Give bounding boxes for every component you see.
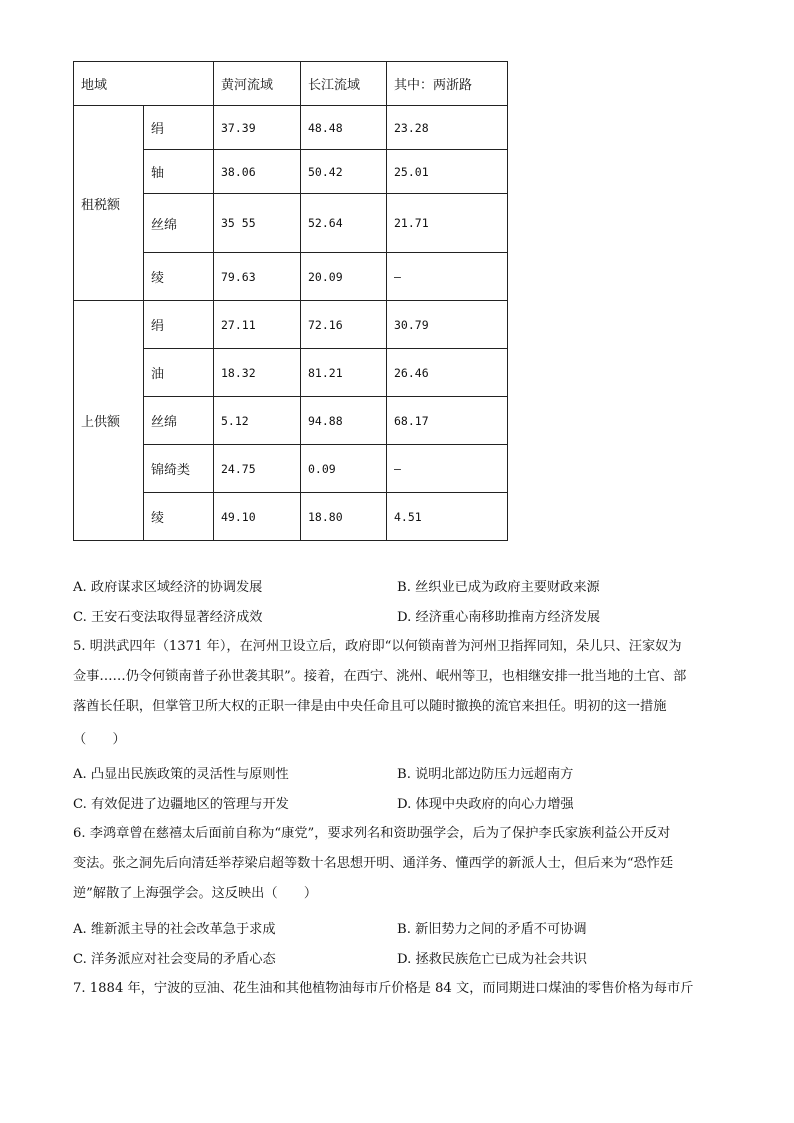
row-item: 绢 — [144, 301, 214, 349]
cell-yellow: 38.06 — [214, 150, 301, 194]
cell-yellow: 27.11 — [214, 301, 301, 349]
table-header-row — [74, 62, 508, 106]
cell-yellow: 35 55 — [214, 194, 301, 253]
table-row — [74, 301, 508, 349]
q5-line-4: （ ） — [73, 732, 126, 747]
cell-yangtze: 50.42 — [301, 150, 387, 194]
q5-option-b: B. 说明北部边防压力远超南方 — [397, 767, 574, 782]
q5-option-c: C. 有效促进了边疆地区的管理与开发 — [73, 797, 289, 812]
row-item: 丝绵 — [144, 397, 214, 445]
q6-option-c: C. 洋务派应对社会变局的矛盾心态 — [73, 952, 276, 967]
cell-yellow: 79.63 — [214, 253, 301, 301]
cell-yangtze: 94.88 — [301, 397, 387, 445]
q5-option-a: A. 凸显出民族政策的灵活性与原则性 — [73, 767, 289, 782]
row-item: 绢 — [144, 106, 214, 150]
header-yellow-river: 黄河流域 — [214, 62, 301, 106]
cell-liangzhe: 23.28 — [387, 106, 508, 150]
row-item: 丝绵 — [144, 194, 214, 253]
cell-yangtze: 20.09 — [301, 253, 387, 301]
cell-yangtze: 0.09 — [301, 445, 387, 493]
q5-option-d: D. 体现中央政府的向心力增强 — [397, 797, 574, 812]
cell-yangtze: 81.21 — [301, 349, 387, 397]
cell-yellow: 18.32 — [214, 349, 301, 397]
header-region: 地域 — [74, 62, 214, 106]
cell-liangzhe: 26.46 — [387, 349, 508, 397]
cell-yellow: 24.75 — [214, 445, 301, 493]
q4-option-b: B. 丝织业已成为政府主要财政来源 — [397, 580, 600, 595]
q5-line-2: 佥事……仍令何锁南普子孙世袭其职”。接着，在西宁、洮州、岷州等卫，也相继安排一批当地的土官、部 — [73, 669, 687, 684]
q4-option-c: C. 王安石变法取得显著经济成效 — [73, 610, 263, 625]
header-yangtze: 长江流域 — [301, 62, 387, 106]
cell-liangzhe: 68.17 — [387, 397, 508, 445]
row-item: 轴 — [144, 150, 214, 194]
q4-option-a: A. 政府谋求区域经济的协调发展 — [73, 580, 263, 595]
q6-line-1: 6. 李鸿章曾在慈禧太后面前自称为“康党”，要求列名和资助强学会，后为了保护李氏家族利益公开反对 — [73, 826, 671, 841]
cell-yangtze: 52.64 — [301, 194, 387, 253]
q5-line-1: 5. 明洪武四年（1371 年），在河州卫设立后，政府即“以何锁南普为河州卫指挥同知，朵儿只、汪家奴为 — [73, 639, 682, 654]
cell-yellow: 49.10 — [214, 493, 301, 541]
group-label-tax: 租税额 — [74, 106, 144, 301]
q6-line-3: 逆”解散了上海强学会。这反映出（ ） — [73, 886, 318, 901]
q6-option-d: D. 拯救民族危亡已成为社会共识 — [397, 952, 587, 967]
row-item: 锦绮类 — [144, 445, 214, 493]
cell-yellow: 37.39 — [214, 106, 301, 150]
cell-liangzhe: 4.51 — [387, 493, 508, 541]
group-label-tribute: 上供额 — [74, 301, 144, 541]
cell-yellow: 5.12 — [214, 397, 301, 445]
cell-liangzhe: 25.01 — [387, 150, 508, 194]
cell-liangzhe: — — [387, 253, 508, 301]
row-item: 绫 — [144, 253, 214, 301]
q6-line-2: 变法。张之洞先后向清廷举荐梁启超等数十名思想开明、通洋务、懂西学的新派人士，但后来为“恐怍廷 — [73, 856, 674, 871]
cell-liangzhe: 30.79 — [387, 301, 508, 349]
q6-option-a: A. 维新派主导的社会改革急于求成 — [73, 922, 276, 937]
q7-line-1: 7. 1884 年，宁波的豆油、花生油和其他植物油每市斤价格是 84 文，而同期进口煤油的零售价格为每市斤 — [73, 981, 694, 996]
cell-liangzhe: — — [387, 445, 508, 493]
data-table — [73, 61, 508, 541]
q4-option-d: D. 经济重心南移助推南方经济发展 — [397, 610, 601, 625]
header-liangzhe: 其中：两浙路 — [387, 62, 508, 106]
row-item: 油 — [144, 349, 214, 397]
table-row — [74, 106, 508, 150]
row-item: 绫 — [144, 493, 214, 541]
q5-line-3: 落酋长任职，但掌管卫所大权的正职一律是由中央任命且可以随时撤换的流官来担任。明初的这一措施 — [73, 699, 667, 714]
cell-yangtze: 72.16 — [301, 301, 387, 349]
q6-option-b: B. 新旧势力之间的矛盾不可协调 — [397, 922, 587, 937]
cell-liangzhe: 21.71 — [387, 194, 508, 253]
cell-yangtze: 18.80 — [301, 493, 387, 541]
cell-yangtze: 48.48 — [301, 106, 387, 150]
